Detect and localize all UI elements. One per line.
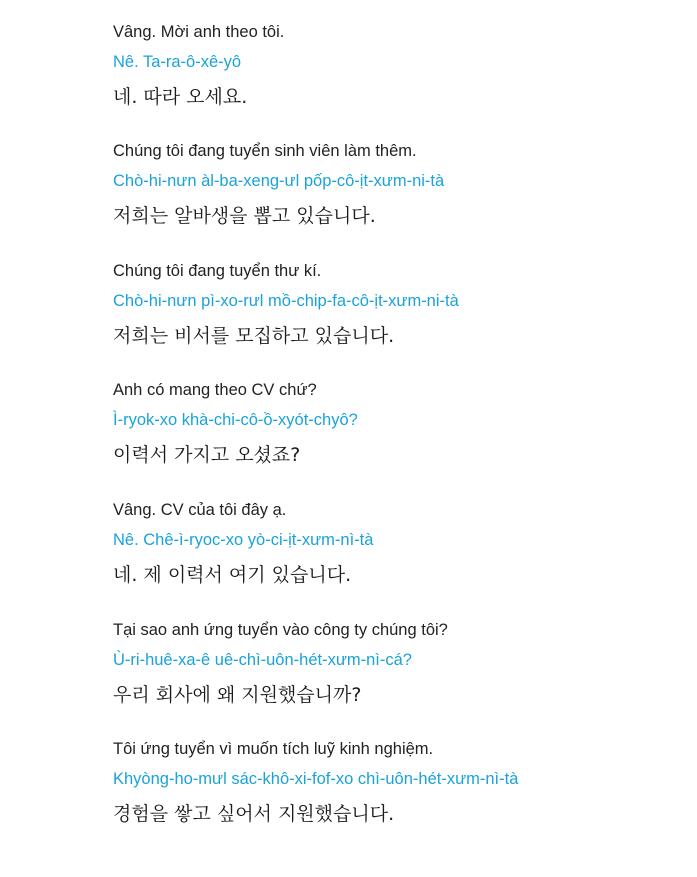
- korean-text: 저희는 비서를 모집하고 있습니다.: [113, 325, 395, 347]
- pronunciation-text: Nê. Ta-ra-ô-xê-yô: [113, 53, 242, 71]
- korean-text: 네. 제 이력서 여기 있습니다.: [113, 564, 352, 586]
- vietnamese-text: Vâng. Mời anh theo tôi.: [113, 23, 285, 41]
- pronunciation-text: Ù-ri-huê-xa-ê uê-chì-uôn-hét-xưm-nì-cá?: [113, 651, 412, 669]
- pronunciation-text: Khyòng-ho-mưl sác-khô-xi-fof-xo chì-uôn-hét-xưm-nì-tà: [113, 770, 519, 788]
- phrase-entry: [113, 739, 673, 826]
- pronunciation-text: Chò-hi-nưn pì-xo-rưl mồ-chip-fa-cô-ịt-xưm-ni-tà: [113, 292, 459, 310]
- korean-text: 저희는 알바생을 뽑고 있습니다.: [113, 205, 376, 227]
- vietnamese-text: Vâng. CV của tôi đây ạ.: [113, 501, 287, 519]
- pronunciation-text: Nê. Chê-ì-ryoc-xo yò-ci-ịt-xưm-nì-tà: [113, 531, 374, 549]
- pronunciation-text: Ì-ryok-xo khà-chi-cô-ồ-xyót-chyô?: [113, 411, 358, 429]
- vietnamese-text: Anh có mang theo CV chứ?: [113, 381, 317, 399]
- korean-text: 이력서 가지고 오셨죠?: [113, 444, 301, 466]
- vietnamese-text: Tại sao anh ứng tuyển vào công ty chúng tôi?: [113, 621, 448, 639]
- vietnamese-text: Chúng tôi đang tuyển sinh viên làm thêm.: [113, 142, 417, 160]
- phrase-entry: [113, 141, 673, 228]
- vietnamese-text: Chúng tôi đang tuyển thư kí.: [113, 262, 322, 280]
- pronunciation-text: Chò-hi-nưn àl-ba-xeng-ưl pốp-cô-ịt-xưm-ni-tà: [113, 172, 445, 190]
- korean-text: 네. 따라 오세요.: [113, 86, 248, 108]
- phrase-entry: [113, 261, 673, 348]
- vietnamese-text: Tôi ứng tuyển vì muốn tích luỹ kinh nghiệm.: [113, 740, 434, 758]
- korean-text: 우리 회사에 왜 지원했습니까?: [113, 684, 362, 706]
- phrase-entry: [113, 22, 673, 109]
- phrase-entry: [113, 620, 673, 707]
- phrase-entry: [113, 380, 673, 467]
- korean-text: 경험을 쌓고 싶어서 지원했습니다.: [113, 803, 395, 825]
- phrase-entry: [113, 500, 673, 587]
